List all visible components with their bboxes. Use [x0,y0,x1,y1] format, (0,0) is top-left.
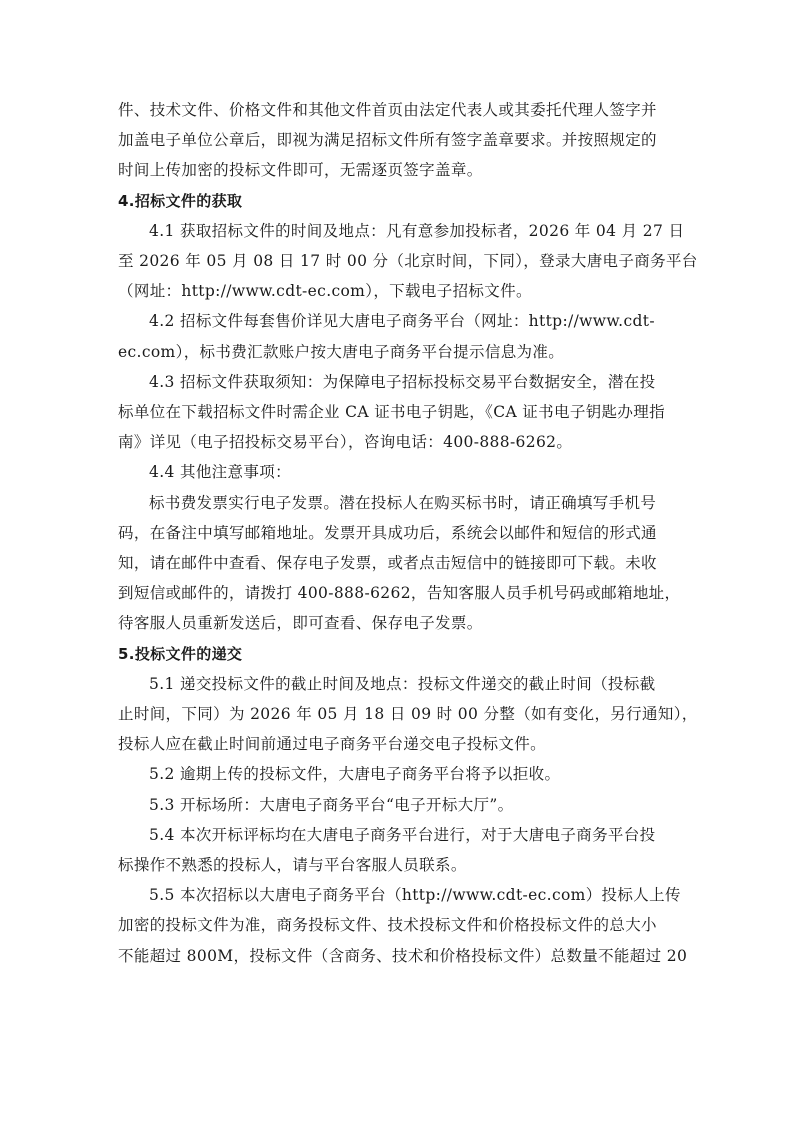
paragraph-line: 码，在备注中填写邮箱地址。发票开具成功后，系统会以邮件和短信的形式通 [118,523,657,542]
paragraph-line: 止时间，下同）为 2026 年 05 月 18 日 09 时 00 分整（如有变化，另行通知）， [118,705,698,723]
paragraph-line: 不能超过 800M，投标文件（含商务、技术和价格投标文件）总数量不能超过 20 [118,946,688,965]
paragraph-line: 待客服人员重新发送后，即可查看、保存电子发票。 [118,614,483,633]
paragraph-line: ec.com），标书费汇款账户按大唐电子商务平台提示信息为准。 [118,342,565,361]
paragraph-line: 投标人应在截止时间前通过电子商务平台递交电子投标文件。 [118,735,546,754]
paragraph-line: 4.4 其他注意事项： [149,463,291,482]
paragraph-line: 4.2 招标文件每套售价详见大唐电子商务平台（网址：http://www.cdt- [149,312,655,331]
paragraph-line: 5.1 递交投标文件的截止时间及地点：投标文件递交的截止时间（投标截 [149,674,656,693]
paragraph-line: 5.4 本次开标评标均在大唐电子商务平台进行，对于大唐电子商务平台投 [149,825,656,844]
section-heading: 4.招标文件的获取 [118,191,243,210]
paragraph-line: 5.5 本次招标以大唐电子商务平台（http://www.cdt-ec.com）投标人上传 [149,886,681,905]
paragraph-line: 5.3 开标场所：大唐电子商务平台“电子开标大厅”。 [149,795,514,814]
paragraph-line: 加密的投标文件为准，商务投标文件、技术投标文件和价格投标文件的总大小 [118,916,657,935]
paragraph-line: 到短信或邮件的，请拨打 400-888-6262，告知客服人员手机号码或邮箱地址， [118,584,681,603]
paragraph-line: 标操作不熟悉的投标人，请与平台客服人员联系。 [118,856,467,874]
paragraph-line: 南》详见（电子招投标交易平台），咨询电话：400-888-6262。 [118,433,573,452]
paragraph-line: 标书费发票实行电子发票。潜在投标人在购买标书时，请正确填写手机号 [149,493,657,512]
paragraph-line: 知，请在邮件中查看、保存电子发票，或者点击短信中的链接即可下载。未收 [118,554,657,572]
paragraph-line: 标单位在下载招标文件时需企业 CA 证书电子钥匙，《CA 证书电子钥匙办理指 [118,403,665,421]
paragraph-line: 加盖电子单位公章后，即视为满足招标文件所有签字盖章要求。并按照规定的 [118,131,657,150]
paragraph-line: 时间上传加密的投标文件即可，无需逐页签字盖章。 [118,161,483,180]
section-heading: 5.投标文件的递交 [118,644,243,663]
paragraph-line: 至 2026 年 05 月 08 日 17 时 00 分（北京时间，下同），登录大唐电子商务平台 [118,252,698,270]
paragraph-line: 4.3 招标文件获取须知：为保障电子招标投标交易平台数据安全，潜在投 [149,372,656,391]
paragraph-line: 5.2 逾期上传的投标文件，大唐电子商务平台将予以拒收。 [149,765,561,784]
paragraph-line: 4.1 获取招标文件的时间及地点：凡有意参加投标者，2026 年 04 月 27 日 [149,221,685,240]
paragraph-line: （网址：http://www.cdt-ec.com），下载电子招标文件。 [118,282,532,301]
paragraph-line: 件、技术文件、价格文件和其他文件首页由法定代表人或其委托代理人签字并 [118,101,657,119]
